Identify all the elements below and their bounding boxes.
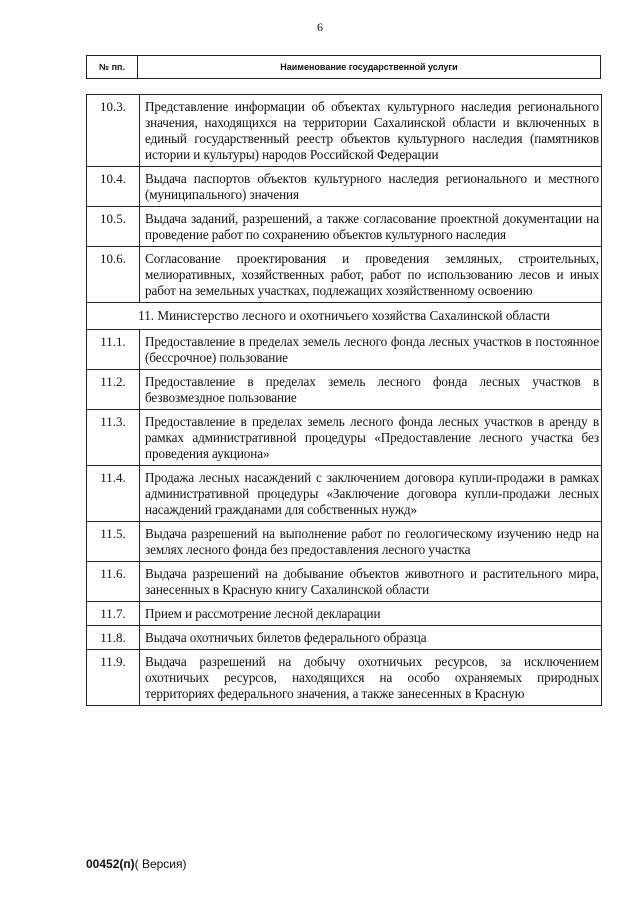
row-number: 10.4. (87, 167, 140, 207)
page-number: 6 (317, 20, 323, 34)
service-name: Предоставление в пределах земель лесного фонда лесных участков в аренду в рамках административной процедуры «Предоставление лесного участка без проведения аукциона» (140, 410, 602, 466)
row-number: 11.3. (87, 410, 140, 466)
table-header (86, 55, 601, 79)
table-row (87, 522, 602, 562)
table-row (87, 602, 602, 626)
row-number: 11.5. (87, 522, 140, 562)
row-number: 11.6. (87, 562, 140, 602)
section-row (87, 303, 602, 330)
table-row (87, 330, 602, 370)
header-name-column: Наименование государственной услуги (138, 56, 601, 79)
service-name: Предоставление в пределах земель лесного фонда лесных участков в постоянное (бессрочное) пользование (140, 330, 602, 370)
section-heading: 11. Министерство лесного и охотничьего хозяйства Сахалинской области (87, 303, 602, 330)
service-name: Предоставление в пределах земель лесного фонда лесных участков в безвозмездное пользование (140, 370, 602, 410)
row-number: 11.1. (87, 330, 140, 370)
table-row (87, 370, 602, 410)
row-number: 10.6. (87, 247, 140, 303)
service-name: Прием и рассмотрение лесной декларации (140, 602, 602, 626)
table-row (87, 95, 602, 167)
table-row (87, 562, 602, 602)
row-number: 10.5. (87, 207, 140, 247)
header-number-column: № пп. (87, 56, 138, 79)
table-row (87, 247, 602, 303)
service-name: Продажа лесных насаждений с заключением договора купли-продажи в рамках административной процедуры «Заключение договора купли-продажи лесных насаждений гражданами для собственных нужд» (140, 466, 602, 522)
service-name: Выдача разрешений на добычу охотничьих ресурсов, за исключением охотничьих ресурсов, находящихся на особо охраняемых природных территориях федерального значения, а также занесенных в Красную (140, 650, 602, 706)
row-number: 11.7. (87, 602, 140, 626)
services-table (86, 94, 602, 706)
table-row (87, 650, 602, 706)
row-number: 11.8. (87, 626, 140, 650)
service-name: Выдача охотничьих билетов федерального образца (140, 626, 602, 650)
service-name: Выдача заданий, разрешений, а также согласование проектной документации на проведение работ по сохранению объектов культурного наследия (140, 207, 602, 247)
service-name: Представление информации об объектах культурного наследия регионального значения, находящихся на территории Сахалинской области и включенных в единый государственный реестр объектов культурного наследия (памятников истории и культуры) народов Российской Федерации (140, 95, 602, 167)
service-name: Выдача разрешений на добывание объектов животного и растительного мира, занесенных в Красную книгу Сахалинской области (140, 562, 602, 602)
table-row (87, 466, 602, 522)
row-number: 11.4. (87, 466, 140, 522)
row-number: 11.9. (87, 650, 140, 706)
service-name: Выдача разрешений на выполнение работ по геологическому изучению недр на землях лесного фонда без предоставления лесного участка (140, 522, 602, 562)
row-number: 11.2. (87, 370, 140, 410)
row-number: 10.3. (87, 95, 140, 167)
table-row (87, 626, 602, 650)
service-name: Выдача паспортов объектов культурного наследия регионального и местного (муниципального) значения (140, 167, 602, 207)
document-version: ( Версия) (134, 857, 187, 871)
service-name: Согласование проектирования и проведения земляных, строительных, мелиоративных, хозяйственных работ, работ по использованию лесов и иных работ на земельных участках, подлежащих хозяйственному освоению (140, 247, 602, 303)
document-footer (86, 857, 187, 871)
document-code: 00452(п) (86, 857, 135, 871)
table-row (87, 167, 602, 207)
table-row (87, 207, 602, 247)
table-row (87, 410, 602, 466)
